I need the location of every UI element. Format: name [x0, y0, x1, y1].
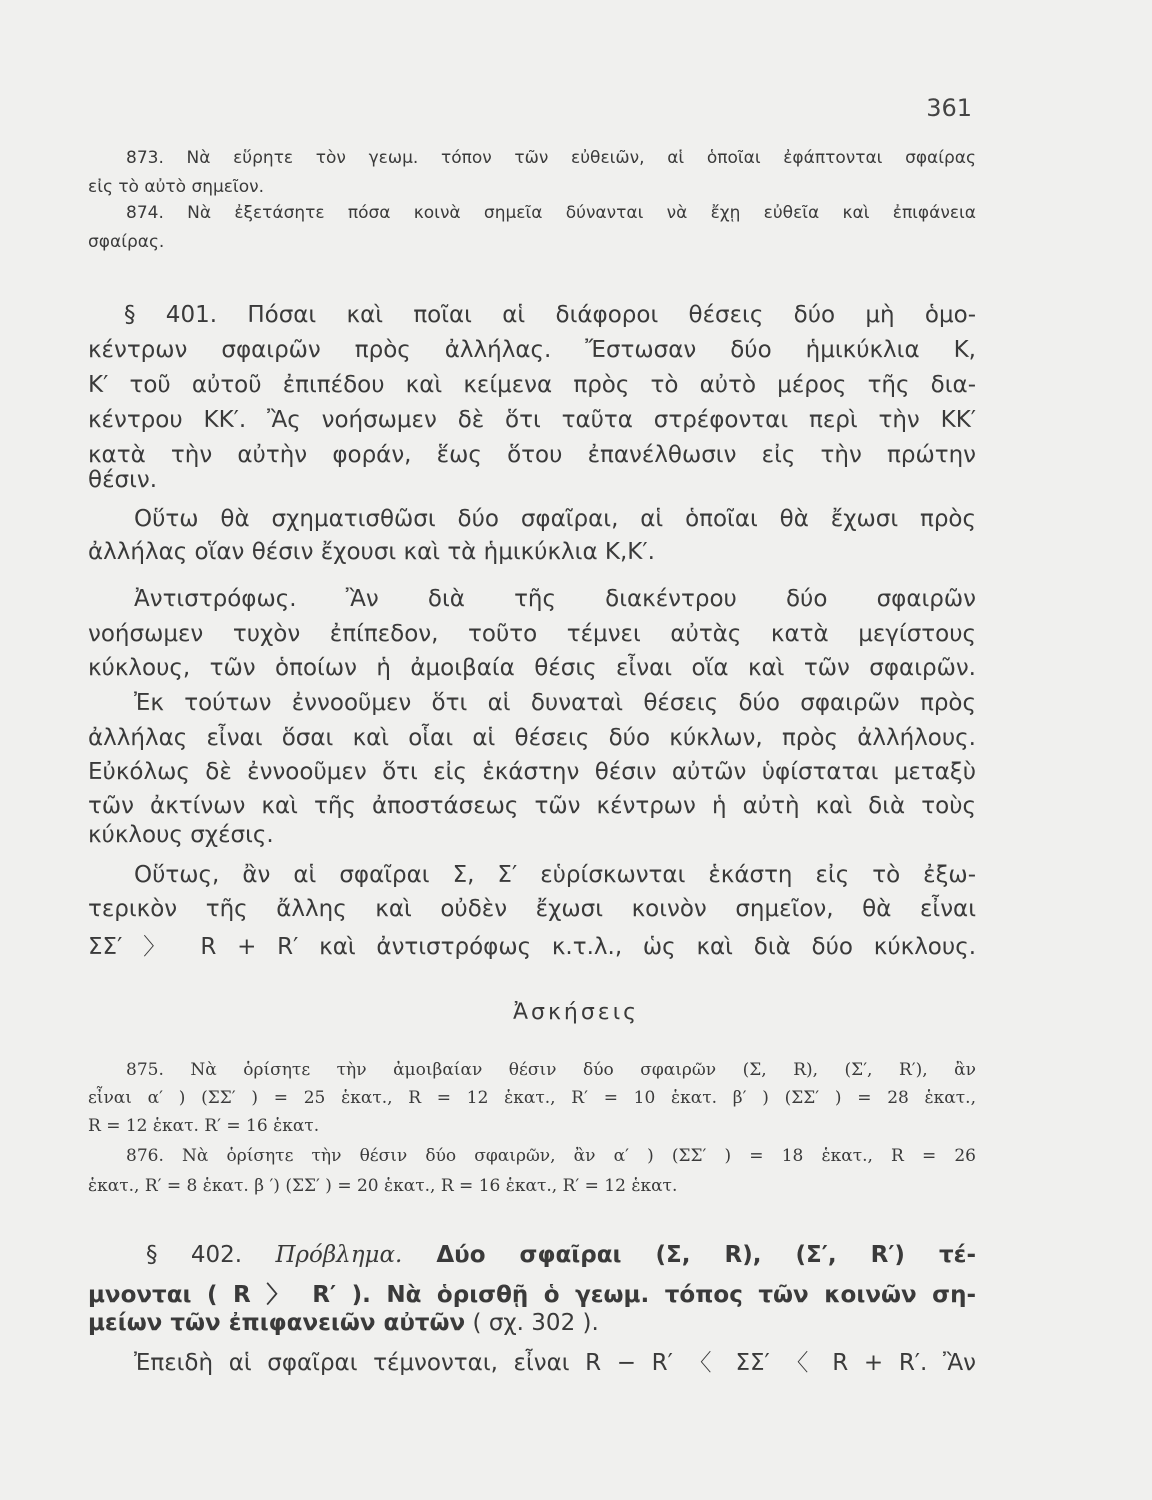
page-number: 361 [926, 94, 972, 122]
exercise-876-line-2: ἑκατ., R′ = 8 ἑκατ. β ′) (ΣΣ′ ) = 20 ἑκατ., R = 16 ἑκατ., R′ = 12 ἑκατ. [88, 1176, 678, 1196]
exercise-875-line-3: R = 12 ἑκατ. R′ = 16 ἑκατ. [88, 1116, 320, 1136]
section-402-number: § 402. [146, 1242, 276, 1268]
section-401-line-6: θέσιν. [88, 467, 158, 493]
exercise-876-line-1: 876. Νὰ ὁρίσητε τὴν θέσιν δύο σφαιρῶν, ἂν α′ ) (ΣΣ′ ) = 18 ἑκατ., R = 26 [126, 1146, 976, 1166]
section-402-statement-1: Δύο σφαῖραι (Σ, R), (Σ′, R′) τέ- [402, 1242, 976, 1268]
paragraph-4-line-2: ἀλλήλας εἶναι ὅσαι καὶ οἷαι αἱ θέσεις δύο κύκλων, πρὸς ἀλλήλους. [88, 725, 976, 751]
section-402-line-4: Ἐπειδὴ αἱ σφαῖραι τέμνονται, εἶναι R − R′ 〈 ΣΣ′ 〈 R + R′. Ἂν [134, 1350, 976, 1376]
section-401-line-2: κέντρων σφαιρῶν πρὸς ἀλλήλας. Ἔστωσαν δύο ἡμικύκλια Κ, [88, 337, 976, 363]
paragraph-5-line-3: ΣΣ′ 〉 R + R′ καὶ ἀντιστρόφως κ.τ.λ., ὡς καὶ διὰ δύο κύκλους. [88, 934, 976, 960]
exercise-873-line-1: 873. Νὰ εὕρητε τὸν γεωμ. τόπον τῶν εὐθειῶν, αἱ ὁποῖαι ἐφάπτονται σφαίρας [126, 148, 976, 168]
paragraph-4-line-3: Εὐκόλως δὲ ἐννοοῦμεν ὅτι εἰς ἑκάστην θέσιν αὐτῶν ὑφίσταται μεταξὺ [88, 759, 976, 785]
section-402-line-1 [88, 1242, 976, 1268]
paragraph-4-line-5: κύκλους σχέσις. [88, 822, 274, 848]
paragraph-4-line-4: τῶν ἀκτίνων καὶ τῆς ἀποστάσεως τῶν κέντρων ἡ αὐτὴ καὶ διὰ τοὺς [88, 793, 976, 819]
section-401-line-5: κατὰ τὴν αὐτὴν φοράν, ἕως ὅτου ἐπανέλθωσιν εἰς τὴν πρώτην [88, 442, 976, 468]
section-401-line-1: § 401. Πόσαι καὶ ποῖαι αἱ διάφοροι θέσεις δύο μὴ ὁμο- [124, 302, 976, 328]
paragraph-2-line-1: Οὕτω θὰ σχηματισθῶσι δύο σφαῖραι, αἱ ὁποῖαι θὰ ἔχωσι πρὸς [134, 506, 976, 532]
paragraph-2-line-2: ἀλλήλας οἵαν θέσιν ἔχουσι καὶ τὰ ἡμικύκλια Κ,Κ′. [88, 539, 655, 565]
paragraph-3-line-2: νοήσωμεν τυχὸν ἐπίπεδον, τοῦτο τέμνει αὐτὰς κατὰ μεγίστους [88, 621, 976, 647]
exercise-873-line-2: εἰς τὸ αὐτὸ σημεῖον. [88, 177, 265, 197]
section-402-line-2: μνονται ( R 〉 R′ ). Νὰ ὁρισθῇ ὁ γεωμ. τόπος τῶν κοινῶν ση- [88, 1282, 976, 1308]
figure-reference: ( σχ. 302 ). [465, 1310, 599, 1336]
section-402-line-3 [88, 1310, 976, 1336]
section-401-line-4: κέντρου ΚΚ′. Ἂς νοήσωμεν δὲ ὅτι ταῦτα στρέφονται περὶ τὴν ΚΚ′ [88, 407, 976, 433]
section-402-statement-3: μείων τῶν ἐπιφανειῶν αὐτῶν [88, 1310, 466, 1336]
exercise-875-line-1: 875. Νὰ ὁρίσητε τὴν ἀμοιβαίαν θέσιν δύο σφαιρῶν (Σ, R), (Σ′, R′), ἂν [126, 1060, 976, 1080]
exercise-874-line-1: 874. Νὰ ἐξετάσητε πόσα κοινὰ σημεῖα δύνανται νὰ ἔχῃ εὐθεῖα καὶ ἐπιφάνεια [126, 203, 976, 223]
paragraph-5-line-1: Οὕτως, ἂν αἱ σφαῖραι Σ, Σ′ εὑρίσκωνται ἑκάστη εἰς τὸ ἐξω- [134, 862, 976, 888]
section-401-line-3: Κ′ τοῦ αὐτοῦ ἐπιπέδου καὶ κείμενα πρὸς τὸ αὐτὸ μέρος τῆς δια- [88, 372, 976, 398]
paragraph-3-line-1: Ἀντιστρόφως. Ἂν διὰ τῆς διακέντρου δύο σφαιρῶν [134, 586, 976, 612]
paragraph-4-line-1: Ἐκ τούτων ἐννοοῦμεν ὅτι αἱ δυναταὶ θέσεις δύο σφαιρῶν πρὸς [134, 690, 976, 716]
paragraph-3-line-3: κύκλους, τῶν ὁποίων ἡ ἀμοιβαία θέσις εἶναι οἵα καὶ τῶν σφαιρῶν. [88, 655, 976, 681]
exercise-874-line-2: σφαίρας. [88, 232, 165, 252]
exercise-875-line-2: εἶναι α′ ) (ΣΣ′ ) = 25 ἑκατ., R = 12 ἑκατ., R′ = 10 ἑκατ. β′ ) (ΣΣ′ ) = 28 ἑκατ., [88, 1088, 976, 1108]
paragraph-5-line-2: τερικὸν τῆς ἄλλης καὶ οὐδὲν ἔχωσι κοινὸν σημεῖον, θὰ εἶναι [88, 896, 976, 922]
section-402-label: Πρόβλημα. [275, 1242, 403, 1268]
exercises-heading: Ἀσκήσεις [512, 1000, 640, 1025]
